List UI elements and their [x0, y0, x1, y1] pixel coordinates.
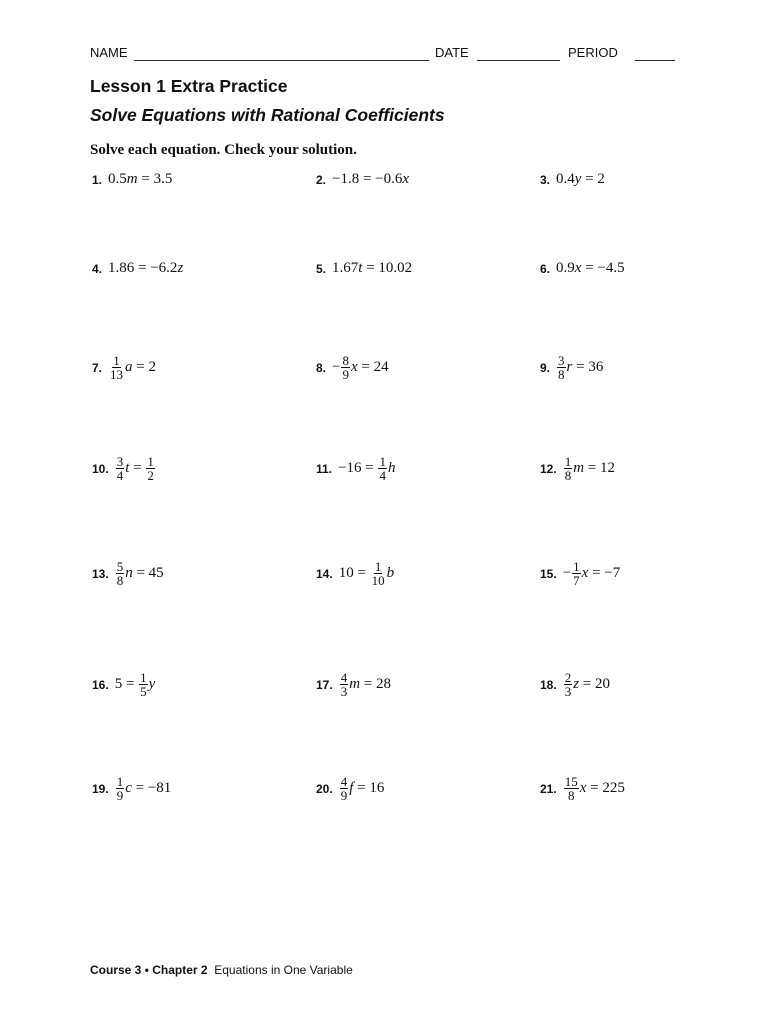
equation	[556, 260, 625, 277]
equation-text: = 20	[579, 676, 610, 692]
equation-text: =	[129, 460, 146, 476]
problem-8	[316, 354, 389, 381]
equation	[556, 354, 603, 381]
problem-5	[316, 260, 412, 277]
equation-text: = 45	[132, 565, 164, 581]
instructions: Solve each equation. Check your solution.	[90, 142, 357, 158]
variable: x	[581, 565, 589, 581]
variable: m	[126, 171, 138, 187]
variable: t	[358, 260, 363, 276]
variable: m	[349, 676, 361, 692]
footer-chapter-title: Equations in One Variable	[214, 963, 353, 977]
equation	[332, 354, 389, 381]
problem-12	[540, 455, 615, 482]
problem-number: 15.	[540, 566, 557, 581]
variable: f	[349, 780, 354, 796]
footer-course: Course 3 • Chapter 2	[90, 963, 208, 977]
variable: x	[579, 780, 587, 796]
problem-number: 11.	[316, 461, 333, 476]
variable: z	[177, 260, 184, 276]
problem-1	[92, 171, 172, 188]
name-field[interactable]	[134, 60, 429, 61]
equation-text: = −7	[588, 565, 621, 581]
footer	[90, 963, 353, 977]
problem-4	[92, 260, 183, 277]
variable: h	[387, 460, 396, 476]
fraction: $\frac{1}{10}$	[371, 559, 385, 588]
equation-text: = −4.5	[581, 260, 625, 276]
problem-number: 14.	[316, 566, 333, 581]
problem-16	[92, 671, 155, 698]
equation	[115, 775, 172, 802]
equation-text: = 10.02	[362, 260, 413, 276]
problem-number: 16.	[92, 677, 109, 692]
variable: c	[125, 780, 132, 796]
variable: b	[386, 565, 395, 581]
fraction: $\frac{1}{4}$	[379, 454, 386, 483]
equation-text: = 3.5	[137, 171, 173, 187]
variable: z	[573, 676, 580, 692]
problem-number: 2.	[316, 172, 327, 187]
equation-text: 10 =	[338, 565, 370, 581]
variable: m	[573, 460, 585, 476]
equation	[339, 560, 394, 587]
fraction: $\frac{1}{9}$	[116, 774, 124, 803]
equation-text: 0.5	[108, 171, 127, 187]
problem-number: 18.	[540, 677, 557, 692]
fraction: $\frac{1}{2}$	[147, 454, 154, 483]
period-field[interactable]	[635, 60, 675, 61]
fraction: $\frac{2}{3}$	[564, 670, 572, 699]
fraction: $\frac{3}{8}$	[558, 353, 565, 382]
equation	[108, 171, 172, 188]
problem-number: 7.	[92, 360, 103, 375]
date-field[interactable]	[477, 60, 560, 61]
equation-text: −	[562, 565, 572, 581]
problem-11	[316, 455, 395, 482]
equation	[115, 455, 156, 482]
problem-13	[92, 560, 164, 587]
variable: y	[148, 676, 156, 692]
equation-text: = −81	[131, 780, 172, 796]
problem-number: 9.	[540, 360, 551, 375]
problem-number: 12.	[540, 461, 557, 476]
problem-number: 17.	[316, 677, 333, 692]
variable: t	[125, 460, 130, 476]
fraction: $\frac{4}{9}$	[340, 774, 348, 803]
equation	[332, 171, 409, 188]
variable: r	[566, 359, 573, 375]
problem-17	[316, 671, 391, 698]
problem-number: 5.	[316, 261, 327, 276]
header-fields	[90, 45, 675, 65]
problem-2	[316, 171, 409, 188]
problem-number: 13.	[92, 566, 109, 581]
variable: x	[350, 359, 358, 375]
problem-number: 3.	[540, 172, 551, 187]
variable: a	[125, 359, 133, 375]
equation	[108, 260, 183, 277]
equation-text: 1.67	[332, 260, 359, 276]
problem-19	[92, 775, 171, 802]
equation-text: 0.4	[556, 171, 575, 187]
name-label: NAME	[90, 45, 128, 60]
fraction: $\frac{5}{8}$	[116, 559, 124, 588]
equation-text: = 12	[584, 460, 615, 476]
problem-18	[540, 671, 610, 698]
problem-21	[540, 775, 625, 802]
period-label: PERIOD	[568, 45, 618, 60]
fraction: $\frac{1}{13}$	[110, 353, 124, 382]
problem-15	[540, 560, 620, 587]
problem-7	[92, 354, 156, 381]
equation	[556, 171, 605, 188]
page-subtitle: Solve Equations with Rational Coefficients	[90, 105, 445, 125]
fraction: $\frac{3}{4}$	[116, 454, 124, 483]
equation	[563, 671, 610, 698]
fraction: $\frac{15}{8}$	[564, 774, 578, 803]
equation-text: 1.86 = −6.2	[108, 260, 178, 276]
equation-text: = 16	[353, 780, 385, 796]
problem-3	[540, 171, 605, 188]
equation-text: = 28	[360, 676, 391, 692]
equation	[332, 260, 412, 277]
problem-number: 19.	[92, 781, 109, 796]
variable: y	[574, 171, 582, 187]
variable: x	[574, 260, 582, 276]
equation	[563, 455, 615, 482]
equation-text: = 24	[357, 359, 389, 375]
equation-text: −16 =	[338, 460, 378, 476]
equation	[339, 775, 385, 802]
problem-number: 4.	[92, 261, 103, 276]
problem-number: 8.	[316, 360, 327, 375]
problem-14	[316, 560, 394, 587]
equation-text: = 2	[581, 171, 605, 187]
problem-number: 6.	[540, 261, 551, 276]
fraction: $\frac{1}{5}$	[140, 670, 147, 699]
fraction: $\frac{1}{8}$	[564, 454, 572, 483]
problem-number: 10.	[92, 461, 109, 476]
equation	[563, 775, 625, 802]
equation-text: = 36	[572, 359, 604, 375]
date-label: DATE	[435, 45, 469, 60]
equation	[563, 560, 621, 587]
equation-text: 5 =	[114, 676, 139, 692]
problem-number: 21.	[540, 781, 557, 796]
equation	[338, 455, 395, 482]
page-title: Lesson 1 Extra Practice	[90, 76, 288, 96]
equation-text: = 225	[586, 780, 625, 796]
equation	[115, 671, 156, 698]
equation-text: 0.9	[556, 260, 575, 276]
equation-text: −1.8 = −0.6	[332, 171, 403, 187]
problem-6	[540, 260, 625, 277]
variable: x	[402, 171, 410, 187]
variable: n	[125, 565, 133, 581]
fraction: $\frac{4}{3}$	[340, 670, 348, 699]
fraction: $\frac{8}{9}$	[342, 353, 349, 382]
equation-text: = 2	[132, 359, 156, 375]
equation-text: −	[332, 359, 341, 375]
problem-10	[92, 455, 156, 482]
problem-9	[540, 354, 603, 381]
equation	[339, 671, 391, 698]
problem-number: 1.	[92, 172, 103, 187]
fraction: $\frac{1}{7}$	[573, 559, 580, 588]
problem-number: 20.	[316, 781, 333, 796]
problem-20	[316, 775, 384, 802]
equation	[115, 560, 164, 587]
equation	[108, 354, 156, 381]
